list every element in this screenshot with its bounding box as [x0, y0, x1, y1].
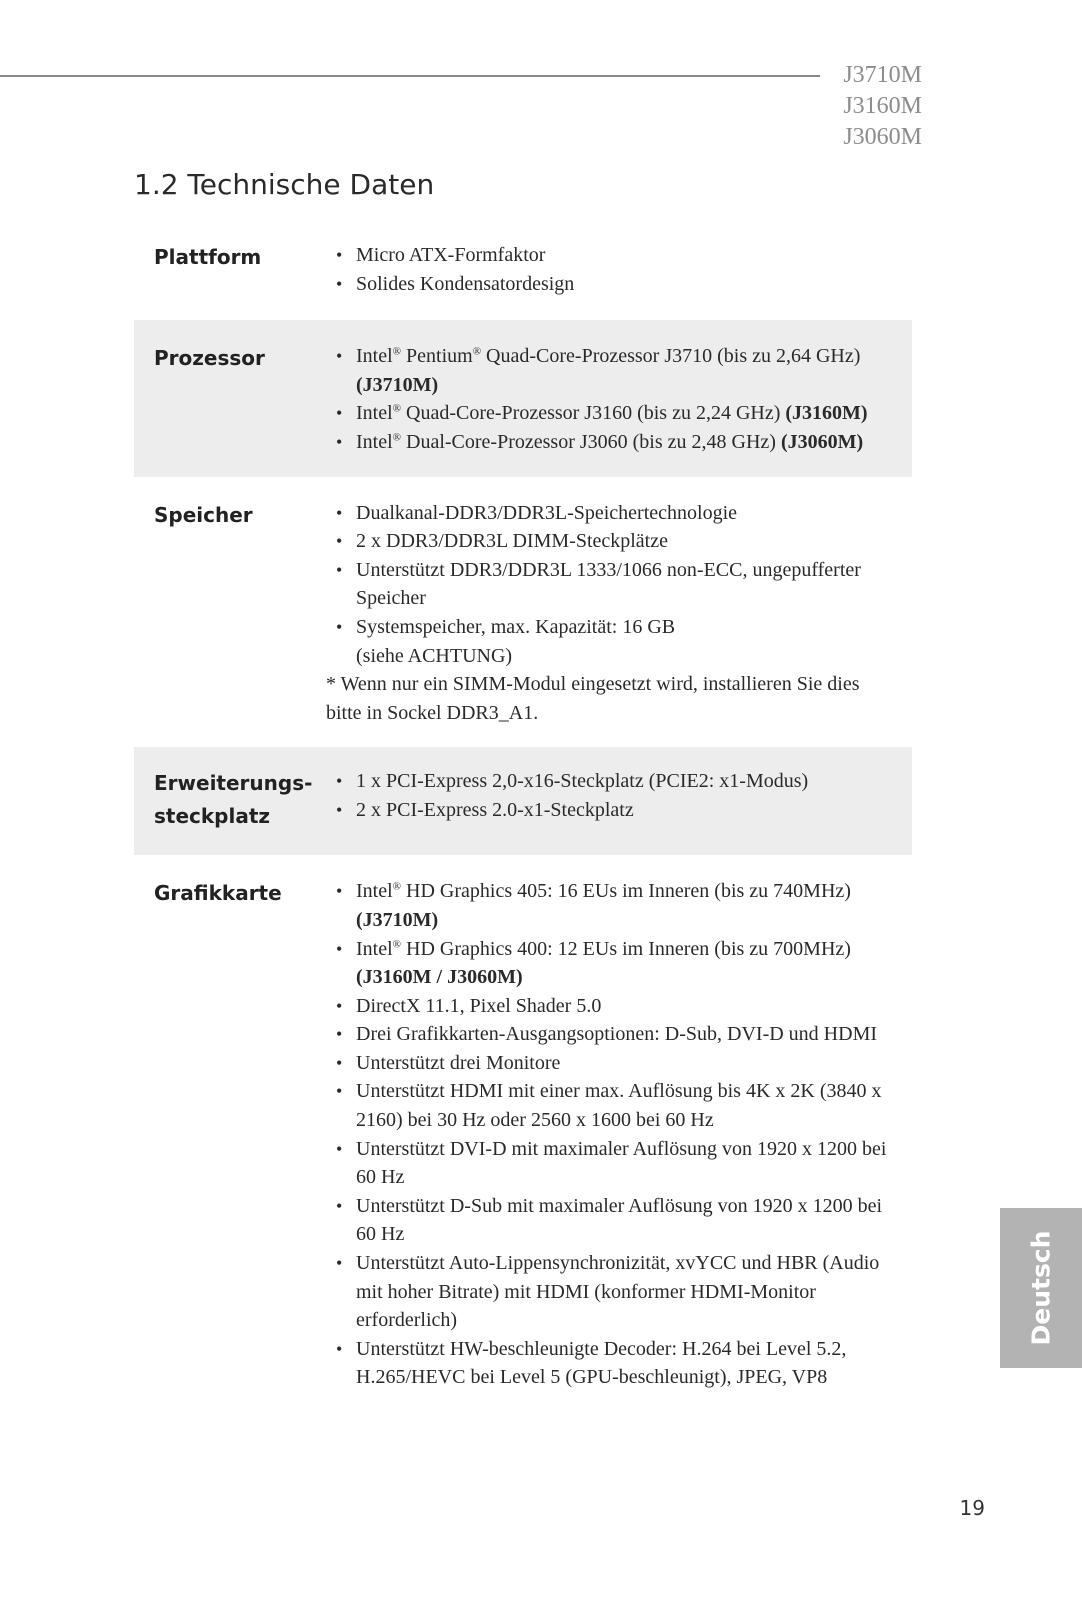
spec-content [326, 499, 912, 728]
list-item: • Unterstützt HW-beschleunigte Decoder: H.264 bei Level 5.2, H.265/HEVC bei Level 5 (GPU-beschleunigt), JPEG, VP8 [326, 1335, 912, 1392]
spec-label: Prozessor [154, 346, 265, 371]
spec-content [326, 767, 912, 833]
list-item: • Systemspeicher, max. Kapazität: 16 GB (siehe ACHTUNG) [326, 613, 912, 670]
list-item: • Unterstützt DVI-D mit maximaler Auflösung von 1920 x 1200 bei 60 Hz [326, 1135, 912, 1192]
list-item: • Intel® HD Graphics 405: 16 EUs im Inneren (bis zu 740MHz) (J3710M) [326, 877, 912, 934]
list-item: • Solides Kondensatordesign [326, 270, 912, 299]
spec-content [326, 877, 912, 1392]
list-item: • DirectX 11.1, Pixel Shader 5.0 [326, 992, 912, 1021]
model-tag: (J3710M) [356, 908, 439, 931]
spec-row-erweiterung [134, 747, 912, 855]
model-name: J3060M [843, 124, 922, 150]
list-item: • Unterstützt DDR3/DDR3L 1333/1066 non-ECC, ungepufferter Speicher [326, 556, 912, 613]
list-item: • 1 x PCI-Express 2,0-x16-Steckplatz (PCIE2: x1-Modus) [326, 767, 912, 796]
language-tab [1000, 1208, 1082, 1368]
list-item: • Dualkanal-DDR3/DDR3L-Speichertechnologie [326, 499, 912, 528]
model-tag: (J3160M) [785, 402, 868, 425]
spec-table [134, 225, 912, 1392]
spec-label: Plattform [154, 245, 262, 269]
list-item: • Unterstützt drei Monitore [326, 1049, 912, 1078]
spec-label: Speicher [154, 502, 253, 527]
list-item: • 2 x DDR3/DDR3L DIMM-Steckplätze [326, 527, 912, 556]
list-item: • Unterstützt HDMI mit einer max. Auflösung bis 4K x 2K (3840 x 2160) bei 30 Hz oder 2560 x 1600 bei 60 Hz [326, 1077, 912, 1134]
list-item: • Micro ATX-Formfaktor [326, 241, 912, 270]
list-item: • Intel® Pentium® Quad-Core-Prozessor J3710 (bis zu 2,64 GHz) (J3710M) [326, 342, 912, 399]
spec-row-speicher [134, 477, 912, 748]
list-item: • 2 x PCI-Express 2.0-x1-Steckplatz [326, 796, 912, 825]
spec-label: Erweiterungs- steckplatz [154, 771, 313, 829]
model-tag: (J3160M / J3060M) [356, 966, 523, 989]
model-tag: (J3060M) [780, 430, 864, 453]
model-list [843, 60, 922, 153]
list-item: • Unterstützt Auto-Lippensynchronizität, xvYCC und HBR (Audio mit hoher Bitrate) mit HDMI (konformer HDMI-Monitor erforderlich) [326, 1249, 912, 1335]
page-number: 19 [959, 1496, 985, 1520]
list-item: • Drei Grafikkarten-Ausgangsoptionen: D-Sub, DVI-D und HDMI [326, 1020, 912, 1049]
spec-row-plattform [134, 225, 912, 320]
memory-note: * Wenn nur ein SIMM-Modul eingesetzt wird, installieren Sie dies bitte in Sockel DDR3_A1. [326, 673, 860, 724]
spec-label: Grafikkarte [154, 881, 282, 906]
list-item: • Intel® Dual-Core-Prozessor J3060 (bis zu 2,48 GHz) (J3060M) [326, 428, 912, 457]
header-rule [0, 75, 820, 77]
list-item: • Intel® HD Graphics 400: 12 EUs im Inneren (bis zu 700MHz) (J3160M / J3060M) [326, 935, 912, 992]
spec-content [326, 241, 912, 298]
section-title: 1.2 Technische Daten [134, 168, 435, 201]
list-item: • Intel® Quad-Core-Prozessor J3160 (bis zu 2,24 GHz) (J3160M) [326, 399, 912, 428]
model-name: J3710M [843, 62, 922, 88]
language-tab-label: Deutsch [1026, 1230, 1056, 1346]
model-tag: (J3710M) [356, 373, 439, 396]
list-item: • Unterstützt D-Sub mit maximaler Auflösung von 1920 x 1200 bei 60 Hz [326, 1192, 912, 1249]
model-name: J3160M [843, 93, 922, 119]
spec-row-grafikkarte [134, 855, 912, 1392]
spec-content [326, 342, 912, 456]
spec-row-prozessor [134, 320, 912, 476]
